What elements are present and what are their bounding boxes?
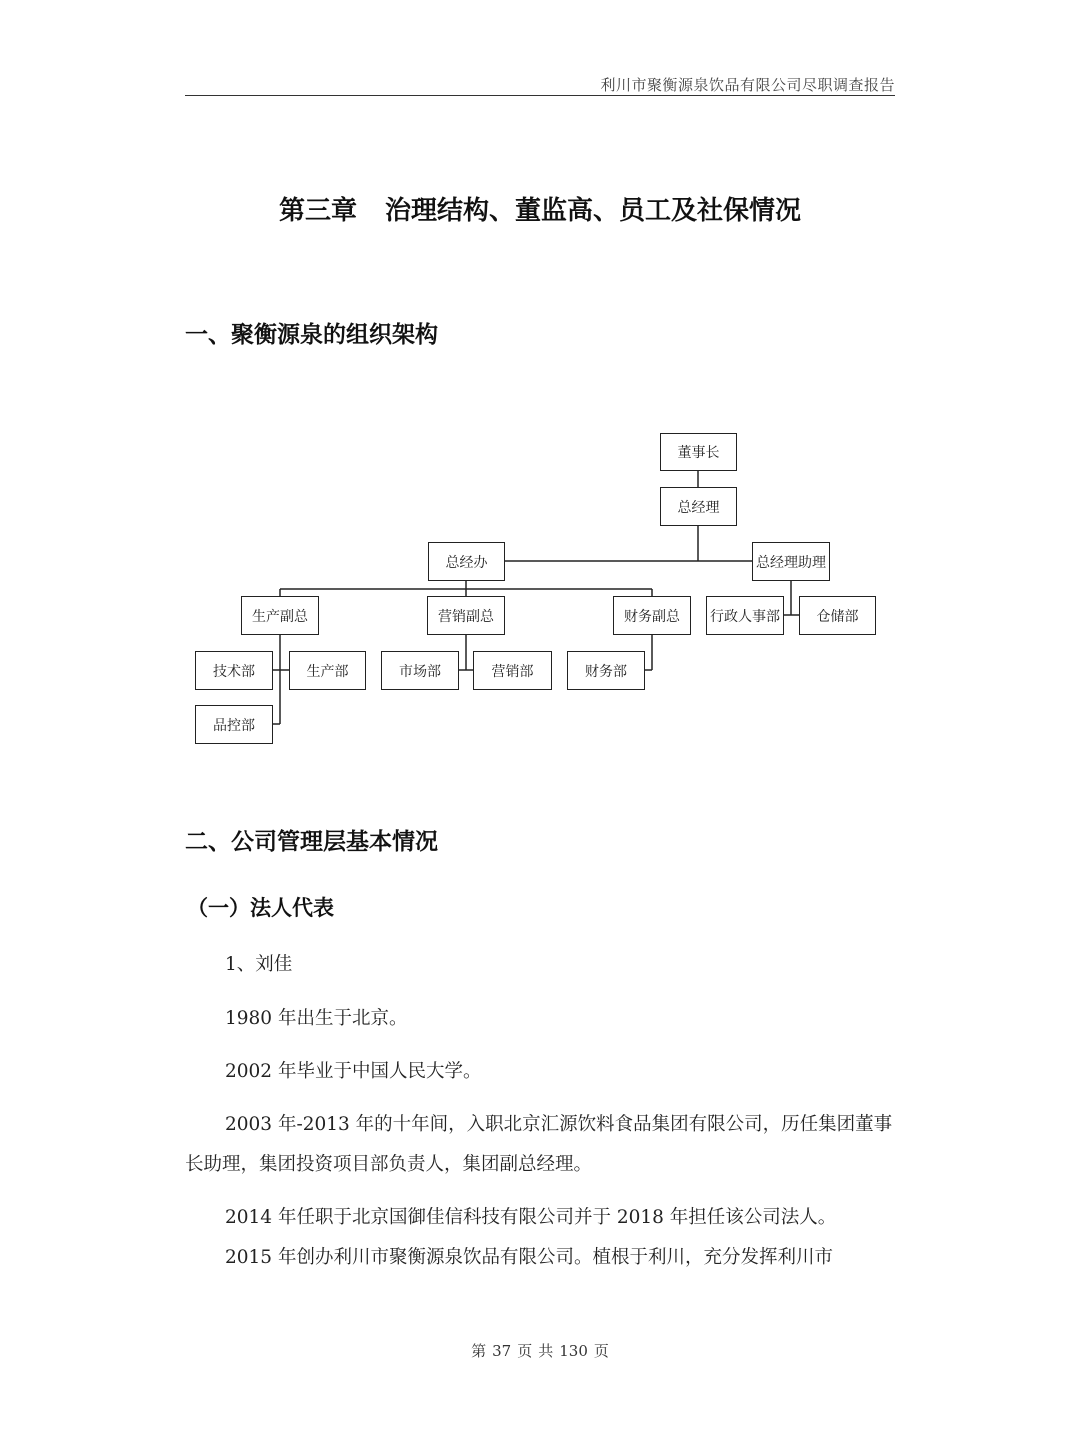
section-heading-management: 二、公司管理层基本情况 (185, 829, 438, 855)
org-node-sales-dept: 营销部 (473, 651, 552, 690)
org-node-general-manager: 总经理 (660, 487, 737, 526)
section-heading-org-structure: 一、聚衡源泉的组织架构 (185, 322, 438, 348)
org-node-tech-dept: 技术部 (195, 651, 273, 690)
bio-education: 2002 年毕业于中国人民大学。 (225, 1061, 482, 1082)
org-node-vp-production: 生产副总 (241, 596, 319, 635)
bio-founding: 2015 年创办利川市聚衡源泉饮品有限公司。植根于利川，充分发挥利川市 (225, 1247, 833, 1268)
page-number: 37 (492, 1342, 512, 1360)
org-node-chairman: 董事长 (660, 433, 737, 471)
subsection-heading-legal-rep: （一）法人代表 (187, 896, 334, 920)
org-node-production-dept: 生产部 (289, 651, 366, 690)
page-total: 130 (559, 1342, 588, 1360)
org-node-gm-office: 总经办 (428, 542, 505, 581)
chapter-title (0, 190, 1080, 227)
person-name-line: 1、刘佳 (225, 954, 293, 975)
org-node-gm-assistant: 总经理助理 (752, 542, 830, 581)
org-node-admin-hr: 行政人事部 (706, 596, 784, 635)
org-node-vp-finance: 财务副总 (613, 596, 691, 635)
org-node-qc-dept: 品控部 (195, 705, 273, 744)
org-node-vp-marketing: 营销副总 (427, 596, 505, 635)
chapter-label: 第三章 (278, 196, 357, 226)
header-divider (185, 95, 895, 96)
org-node-market-dept: 市场部 (381, 651, 459, 690)
org-node-warehouse: 仓储部 (799, 596, 876, 635)
org-node-finance-dept: 财务部 (567, 651, 645, 690)
page-footer: 第 37 页 共 130 页 (471, 1342, 609, 1360)
chapter-name: 治理结构、董监高、员工及社保情况 (385, 196, 802, 226)
report-header-title: 利川市聚衡源泉饮品有限公司尽职调查报告 (600, 76, 895, 94)
bio-birth: 1980 年出生于北京。 (225, 1008, 408, 1029)
bio-career-guoyu: 2014 年任职于北京国御佳信科技有限公司并于 2018 年担任该公司法人。 (225, 1207, 837, 1228)
bio-career-huiyuan: 2003 年-2013 年的十年间，入职北京汇源饮料食品集团有限公司，历任集团董事长助理，集团投资项目部负责人，集团副总经理。 (185, 1114, 893, 1175)
